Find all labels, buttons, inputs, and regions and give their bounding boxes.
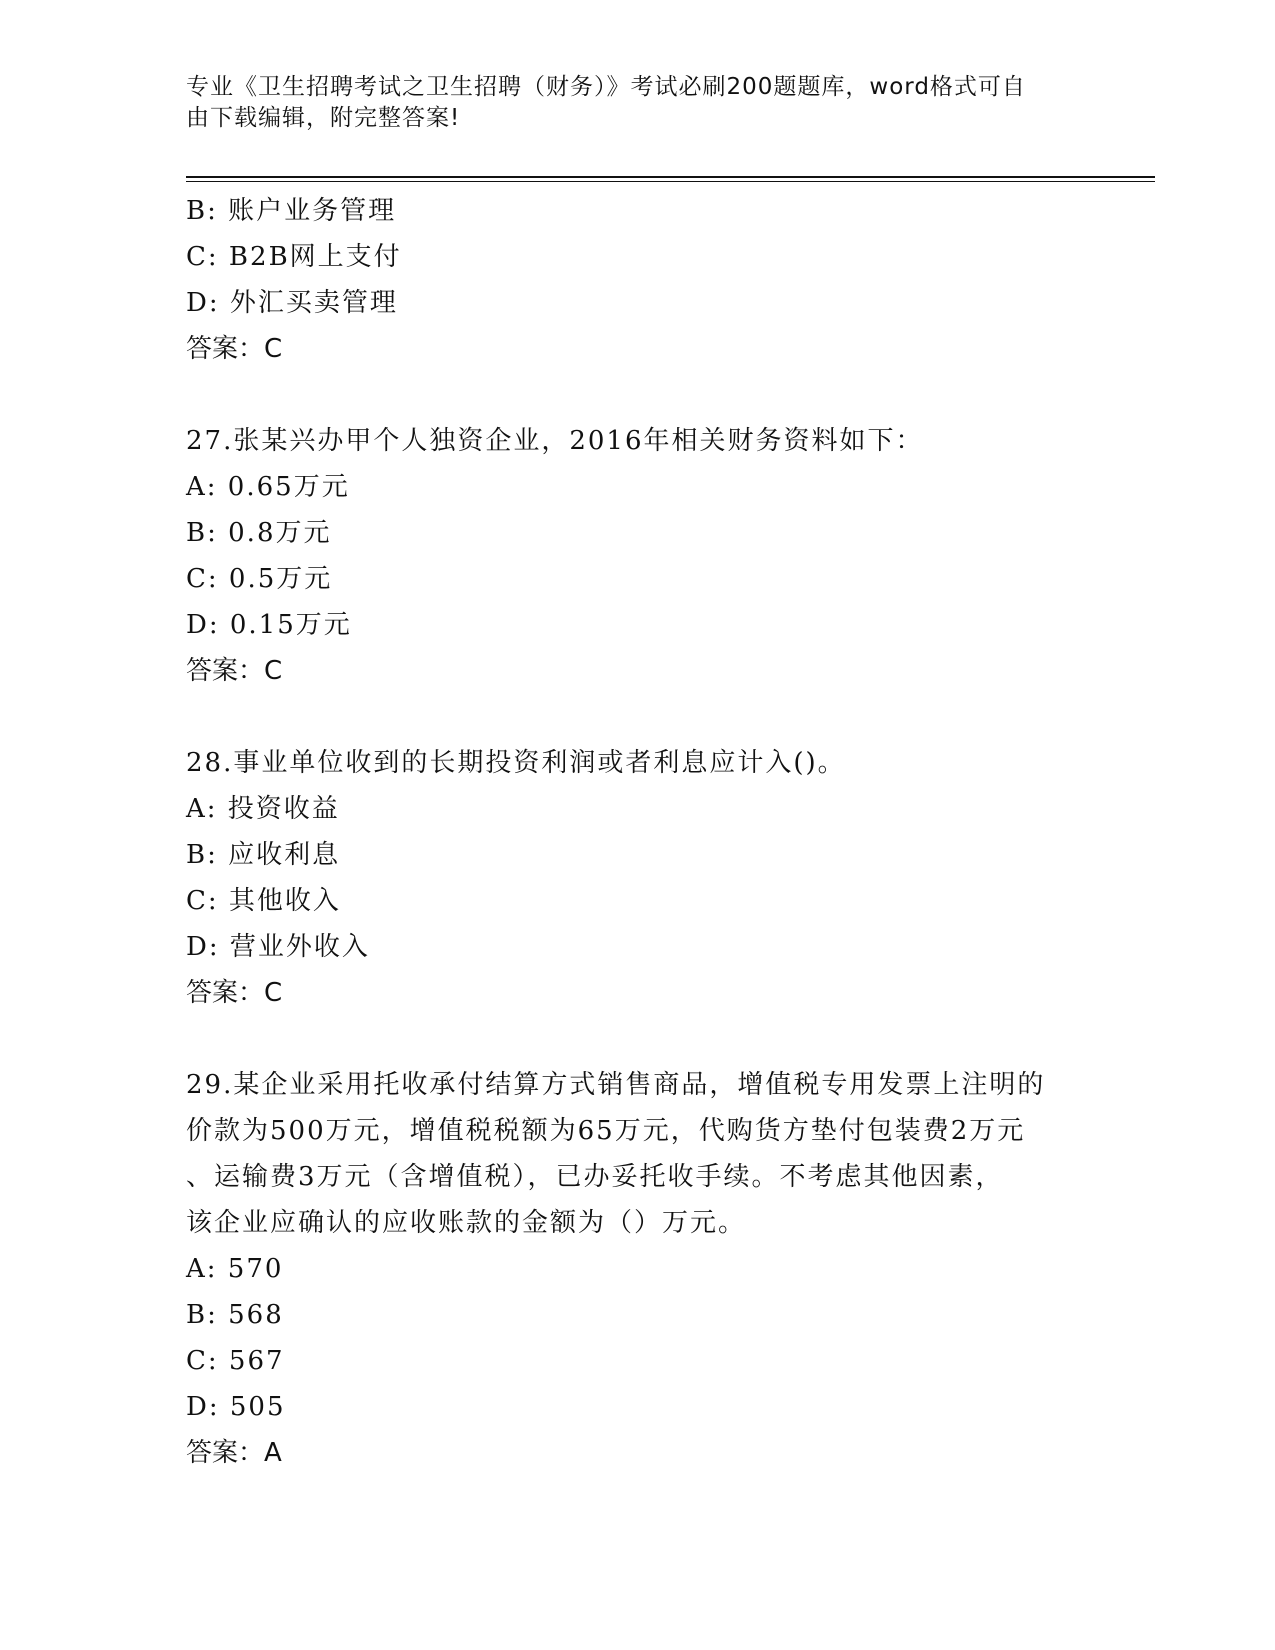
header-line-2: 由下载编辑，附完整答案! bbox=[186, 105, 461, 131]
question-text: 27.张某兴办甲个人独资企业，2016年相关财务资料如下： bbox=[186, 426, 924, 456]
question-text-line-1: 29.某企业采用托收承付结算方式销售商品，增值税专用发票上注明的 bbox=[186, 1070, 1046, 1100]
question-text: 28.事业单位收到的长期投资利润或者利息应计入()。 bbox=[186, 748, 846, 778]
header-divider-thin bbox=[186, 181, 1155, 182]
question-27 bbox=[186, 418, 1086, 694]
question-text-line-4: 该企业应确认的应收账款的金额为（）万元。 bbox=[186, 1208, 747, 1238]
question-text-line-2: 价款为500万元，增值税税额为65万元，代购货方垫付包装费2万元 bbox=[186, 1116, 1026, 1146]
answer-line: 答案：C bbox=[186, 656, 283, 686]
answer-line: 答案：C bbox=[186, 978, 283, 1008]
option-a: A: 570 bbox=[186, 1254, 284, 1284]
document-header bbox=[186, 72, 1086, 134]
answer-line: 答案：C bbox=[186, 334, 283, 364]
option-a: A: 投资收益 bbox=[186, 794, 340, 824]
option-c: C: B2B网上支付 bbox=[186, 242, 402, 272]
question-26-partial bbox=[186, 188, 1086, 372]
option-d: D: 外汇买卖管理 bbox=[186, 288, 398, 318]
option-d: D: 营业外收入 bbox=[186, 932, 370, 962]
question-28 bbox=[186, 740, 1086, 1016]
header-divider-thick bbox=[186, 176, 1155, 178]
option-a: A: 0.65万元 bbox=[186, 472, 350, 502]
option-b: B: 0.8万元 bbox=[186, 518, 332, 548]
option-b: B: 账户业务管理 bbox=[186, 196, 397, 226]
option-c: C: 567 bbox=[186, 1346, 285, 1376]
option-d: D: 505 bbox=[186, 1392, 286, 1422]
option-c: C: 0.5万元 bbox=[186, 564, 333, 594]
option-c: C: 其他收入 bbox=[186, 886, 341, 916]
option-b: B: 568 bbox=[186, 1300, 284, 1330]
header-line-1: 专业《卫生招聘考试之卫生招聘（财务）》考试必刷200题题库，word格式可自 bbox=[186, 74, 1026, 100]
answer-line: 答案：A bbox=[186, 1438, 282, 1468]
option-b: B: 应收利息 bbox=[186, 840, 341, 870]
option-d: D: 0.15万元 bbox=[186, 610, 352, 640]
document-body bbox=[186, 188, 1086, 1476]
question-29 bbox=[186, 1062, 1086, 1476]
question-text-line-3: 、运输费3万元（含增值税），已办妥托收手续。不考虑其他因素， bbox=[186, 1162, 1004, 1192]
